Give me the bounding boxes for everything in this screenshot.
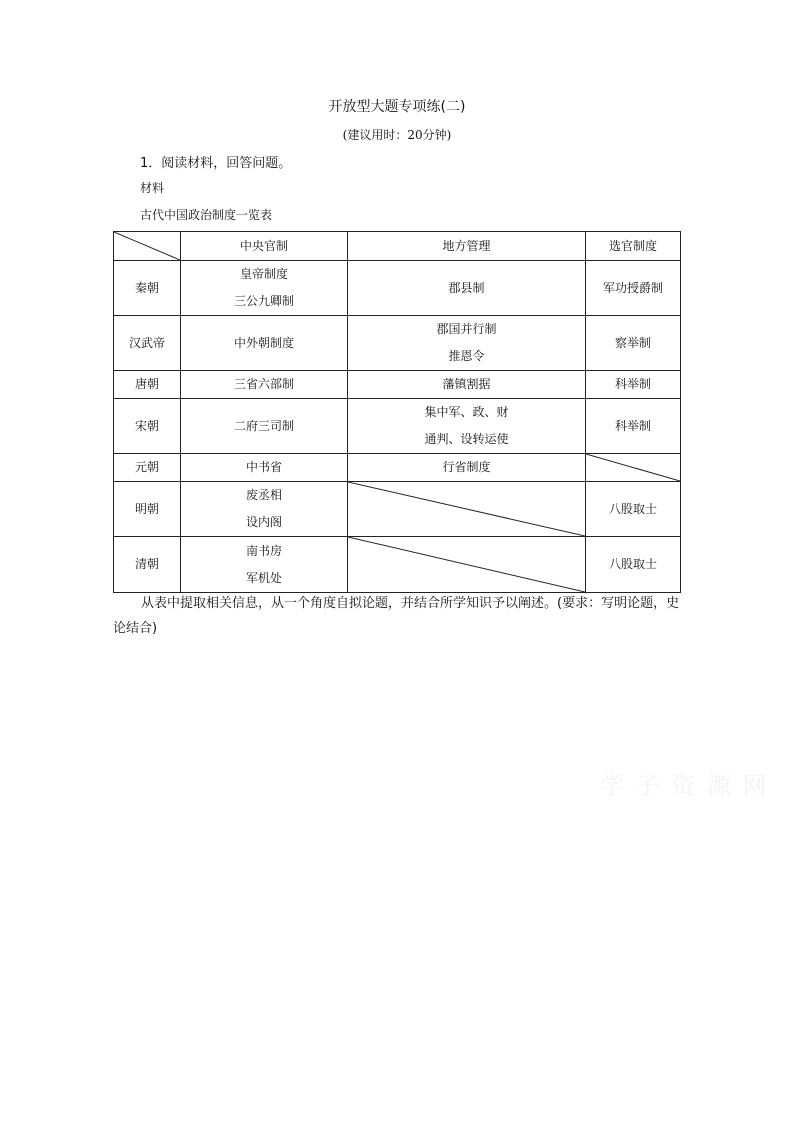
table-row: [114, 537, 681, 593]
cell-line: 通判、设转运使: [424, 432, 509, 446]
selection-cell: 察举制: [586, 316, 681, 371]
selection-cell: 八股取士: [586, 537, 681, 593]
cell-line: 郡县制: [448, 280, 485, 295]
suggested-time: (建议用时：20分钟): [342, 128, 452, 142]
local-cell: [348, 316, 586, 371]
cell-line: 藩镇割据: [442, 377, 491, 391]
dynasty-cell: 清朝: [114, 537, 181, 593]
politics-table: [113, 231, 681, 593]
page-title: 开放型大题专项练(二): [328, 99, 466, 115]
selection-cell: 科举制: [586, 371, 681, 399]
table-row: [114, 399, 681, 454]
cell-line: 二府三司制: [233, 418, 294, 433]
local-cell: [348, 371, 586, 399]
cell-line: 三省六部制: [233, 377, 294, 391]
header-central: 中央官制: [181, 232, 348, 261]
watermark: 学 子 资 源 网: [600, 772, 769, 800]
dynasty-cell: 明朝: [114, 482, 181, 537]
empty-local-cell: [348, 537, 586, 593]
selection-cell: 军功授爵制: [586, 261, 681, 316]
dynasty-cell: 汉武帝: [114, 316, 181, 371]
central-cell: [181, 537, 348, 593]
central-cell: [181, 454, 348, 482]
header-selection: 选官制度: [586, 232, 681, 261]
answer-prompt: 从表中提取相关信息，从一个角度自拟论题，并结合所学知识予以阐述。(要求：写明论题，史论结合): [113, 596, 680, 636]
diagonal-line-icon: [114, 232, 180, 260]
dynasty-cell: 秦朝: [114, 261, 181, 316]
cell-line: 设内阁: [245, 515, 282, 529]
dynasty-cell: 元朝: [114, 454, 181, 482]
cell-line: 行省制度: [442, 460, 491, 474]
header-local: 地方管理: [348, 232, 586, 261]
table-row: [114, 261, 681, 316]
cell-line: 皇帝制度: [239, 267, 288, 281]
empty-selection-cell: [586, 454, 681, 482]
selection-cell: 科举制: [586, 399, 681, 454]
empty-local-cell: [348, 482, 586, 537]
central-cell: [181, 371, 348, 399]
central-cell: [181, 261, 348, 316]
cell-line: 集中军、政、财: [424, 405, 509, 419]
cell-line: 郡国并行制: [436, 322, 497, 336]
material-label: 材料: [140, 181, 165, 195]
dynasty-cell: 宋朝: [114, 399, 181, 454]
cell-line: 废丞相: [245, 488, 282, 502]
central-cell: [181, 482, 348, 537]
cell-line: 南书房: [245, 543, 282, 558]
central-cell: [181, 399, 348, 454]
table-header-row: [114, 232, 681, 261]
table-caption: 古代中国政治制度一览表: [140, 208, 273, 222]
diagonal-line-icon: [348, 482, 585, 536]
table-row: [114, 316, 681, 371]
table-row: [114, 454, 681, 482]
header-corner-cell: [114, 232, 181, 261]
selection-cell: 八股取士: [586, 482, 681, 537]
central-cell: [181, 316, 348, 371]
cell-line: 中外朝制度: [233, 335, 294, 350]
dynasty-cell: 唐朝: [114, 371, 181, 399]
table-row: [114, 482, 681, 537]
diagonal-line-icon: [348, 537, 585, 592]
cell-line: 中书省: [245, 460, 282, 474]
local-cell: [348, 399, 586, 454]
table-row: [114, 371, 681, 399]
cell-line: 推恩令: [448, 349, 485, 363]
cell-line: 三公九卿制: [233, 294, 294, 308]
local-cell: [348, 261, 586, 316]
local-cell: [348, 454, 586, 482]
question-1-prompt: 1．阅读材料，回答问题。: [140, 156, 292, 171]
diagonal-line-icon: [586, 454, 680, 481]
cell-line: 军机处: [245, 570, 282, 585]
